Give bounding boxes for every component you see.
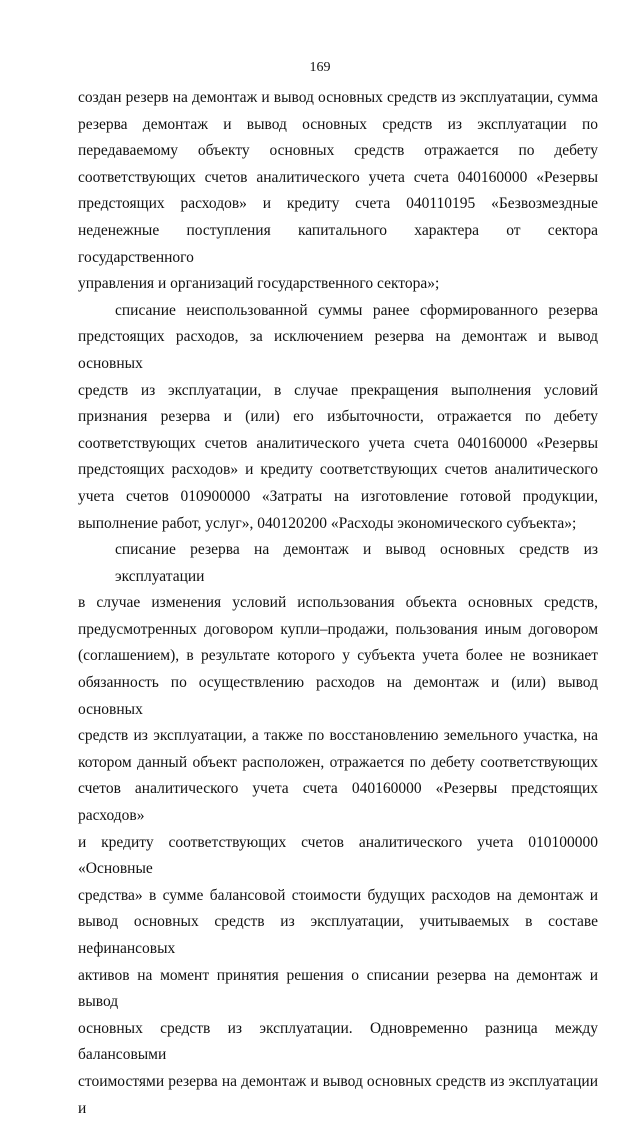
text-line: передаваемому объекту основных средств отражается по дебету bbox=[78, 142, 598, 160]
text-line: основных средств из эксплуатации. Одновременно разница между балансовыми bbox=[78, 1019, 598, 1064]
text-line: создан резерв на демонтаж и вывод основных средств из эксплуатации, сумма bbox=[78, 89, 598, 106]
paragraph-1 bbox=[78, 85, 598, 298]
text-line: счетов аналитического учета счета 040160000 «Резервы предстоящих расходов» bbox=[78, 780, 598, 825]
text-line: вывод основных средств из эксплуатации, учитываемых в составе нефинансовых bbox=[78, 913, 598, 957]
text-line: активов на момент принятия решения о списании резерва на демонтаж и вывод bbox=[78, 966, 598, 1011]
text-line: стоимостями резерва на демонтаж и вывод основных средств из эксплуатации и bbox=[78, 1072, 598, 1117]
text-line: в случае изменения условий использования объекта основных средств, bbox=[78, 594, 598, 612]
text-line: учета счетов 010900000 «Затраты на изготовление готовой продукции, bbox=[78, 487, 598, 505]
text-line: обязанность по осуществлению расходов на демонтаж и (или) вывод основных bbox=[78, 674, 598, 718]
text-line: и кредиту соответствующих счетов аналитического учета 010100000 «Основные bbox=[78, 833, 598, 878]
text-line: котором данный объект расположен, отражается по дебету соответствующих bbox=[78, 753, 598, 771]
text-line: предстоящих расходов» и кредиту счета 040110195 «Безвозмездные bbox=[78, 195, 598, 213]
text-line: соответствующих счетов аналитического учета счета 040160000 «Резервы bbox=[78, 168, 598, 186]
text-line: списание резерва на демонтаж и вывод основных средств из эксплуатации bbox=[115, 541, 598, 585]
text-line: предстоящих расходов, за исключением резерва на демонтаж и вывод основных bbox=[78, 328, 598, 372]
text-line: выполнение работ, услуг», 040120200 «Расходы экономического субъекта»; bbox=[78, 514, 577, 532]
text-line: (соглашением), в результате которого у субъекта учета более не возникает bbox=[78, 647, 598, 665]
text-line: средства» в сумме балансовой стоимости будущих расходов на демонтаж и bbox=[78, 886, 598, 904]
text-line: списание неиспользованной суммы ранее сформированного резерва bbox=[115, 301, 598, 319]
paragraph-2 bbox=[78, 298, 598, 537]
text-line: признания резерва и (или) его избыточности, отражается по дебету bbox=[78, 408, 598, 426]
page-number: 169 bbox=[309, 60, 331, 75]
text-line: предусмотренных договором купли–продажи, пользования иным договором bbox=[78, 620, 598, 638]
text-line: соответствующих счетов аналитического учета счета 040160000 «Резервы bbox=[78, 434, 598, 452]
paragraph-3 bbox=[78, 537, 598, 1122]
text-line: неденежные поступления капитального характера от сектора государственного bbox=[78, 221, 598, 266]
document-body bbox=[78, 85, 598, 1122]
text-line: управления и организаций государственного сектора»; bbox=[78, 275, 440, 293]
text-line: средств из эксплуатации, а также по восстановлению земельного участка, на bbox=[78, 727, 598, 745]
text-line: предстоящих расходов» и кредиту соответствующих счетов аналитического bbox=[78, 461, 598, 479]
text-line: средств из эксплуатации, в случае прекращения выполнения условий bbox=[78, 381, 598, 399]
text-line: резерва демонтаж и вывод основных средств из эксплуатации по bbox=[78, 115, 598, 133]
